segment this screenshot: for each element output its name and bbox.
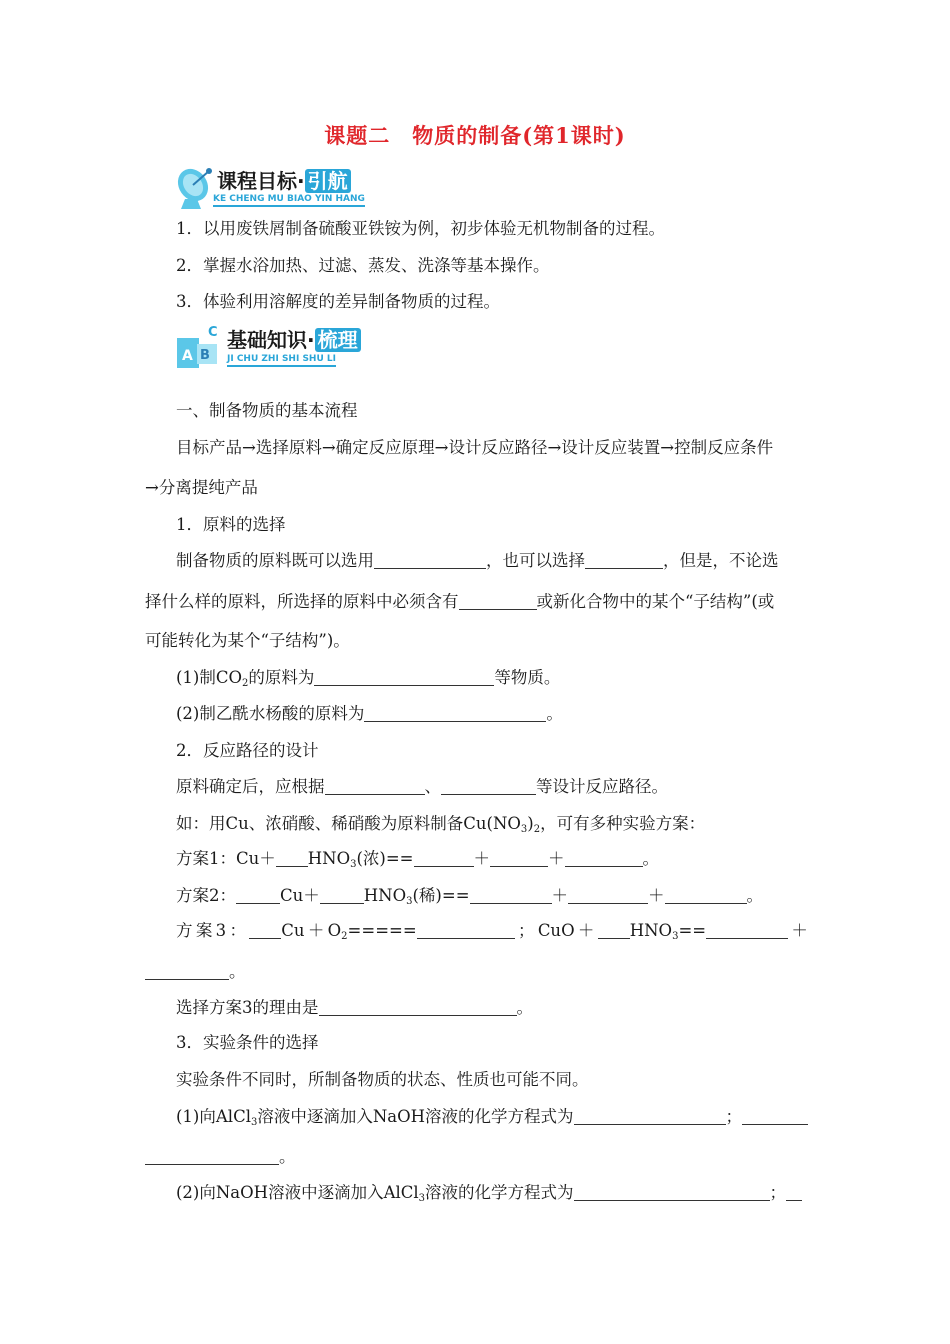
goal-2: 2．掌握水浴加热、过滤、蒸发、洗涤等基本操作。: [176, 256, 550, 275]
banner-dot: ·: [297, 169, 305, 193]
text: 。: [746, 886, 764, 905]
banner-main-text: 课程目标: [217, 169, 297, 193]
flow-line-1: 目标产品→选择原料→确定反应原理→设计反应路径→设计反应装置→控制反应条件: [176, 438, 774, 457]
text: (稀)==: [412, 886, 470, 905]
text: 等设计反应路径。: [536, 777, 668, 796]
fill-blank[interactable]: [314, 668, 494, 686]
text: 择什么样的原料，所选择的原料中必须含有: [145, 592, 459, 611]
paragraph-line: [176, 550, 841, 572]
text: =====: [347, 921, 417, 940]
fill-blank[interactable]: [459, 592, 537, 610]
question-line: [176, 703, 841, 725]
text: ，可有多种实验方案：: [540, 814, 706, 833]
text: ): [527, 814, 534, 833]
text: (2)向NaOH溶液中逐滴加入AlCl: [176, 1183, 419, 1202]
paragraph-line: [145, 591, 810, 613]
text: HNO: [307, 849, 351, 868]
subscript: 3: [250, 1117, 258, 1128]
banner-highlight: 梳理: [315, 328, 361, 352]
text: 如：用Cu、浓硝酸、稀硝酸为原料制备Cu(NO: [176, 814, 521, 833]
text: ；: [518, 921, 535, 940]
banner-pinyin: JI CHU ZHI SHI SHU LI: [227, 354, 336, 367]
subscript: 2: [242, 678, 249, 689]
fill-blank[interactable]: [585, 551, 663, 569]
fill-blank[interactable]: [320, 886, 364, 904]
text: 溶液的化学方程式为: [425, 1183, 574, 1202]
fill-blank[interactable]: [665, 886, 747, 904]
text: (浓)==: [356, 849, 414, 868]
banner-pinyin: KE CHENG MU BIAO YIN HANG: [213, 194, 365, 207]
scheme-3-continued: [145, 961, 810, 983]
abc-letter-c: C: [208, 325, 218, 340]
flow-line-2: →分离提纯产品: [145, 478, 258, 497]
question-line-continued: [145, 1146, 810, 1168]
plus-sign: ＋: [551, 886, 569, 905]
text: Cu＋: [280, 886, 320, 905]
plus-sign: ＋: [548, 849, 565, 868]
fill-blank[interactable]: [364, 704, 546, 722]
abc-letter-a: A: [182, 348, 193, 364]
fill-blank[interactable]: [565, 849, 643, 867]
question-line: [176, 1106, 841, 1128]
fill-blank[interactable]: [145, 962, 229, 980]
text: 等物质。: [494, 668, 561, 687]
fill-blank[interactable]: [145, 1147, 279, 1165]
text: 方案2：: [176, 886, 236, 905]
text: ；: [725, 1107, 743, 1126]
subheading-reaction-path: 2．反应路径的设计: [176, 741, 319, 760]
plus-sign: ＋: [577, 921, 595, 940]
course-goals-banner: [175, 163, 395, 213]
text: ：: [229, 921, 246, 940]
text: 、: [424, 777, 441, 796]
scheme-3: [176, 920, 808, 942]
fill-blank[interactable]: [319, 998, 517, 1016]
text: HNO: [629, 921, 673, 940]
fill-blank[interactable]: [786, 1183, 802, 1201]
text: 选择方案3的理由是: [176, 998, 319, 1017]
text: ；: [769, 1183, 787, 1202]
paragraph-line: [176, 997, 841, 1019]
text: (1)制CO: [176, 668, 243, 687]
text: 原料确定后，应根据: [176, 777, 325, 796]
fill-blank[interactable]: [470, 886, 552, 904]
fill-blank[interactable]: [374, 551, 486, 569]
question-line: [176, 1182, 841, 1204]
banner-main-text: 基础知识: [227, 328, 307, 352]
subscript: 3: [520, 824, 528, 835]
text: HNO: [363, 886, 407, 905]
banner-dot: ·: [307, 328, 315, 352]
subheading-conditions: 3．实验条件的选择: [176, 1033, 319, 1052]
text: (1)向AlCl: [176, 1107, 251, 1126]
subscript: 2: [533, 824, 541, 835]
paragraph-line: 可能转化为某个“子结构”)。: [145, 631, 350, 650]
fill-blank[interactable]: [414, 849, 474, 867]
abc-blocks-icon: [175, 322, 225, 374]
subscript: 2: [341, 931, 348, 942]
text: 方: [176, 921, 193, 940]
fill-blank[interactable]: [325, 777, 425, 795]
subscript: 3: [406, 896, 413, 907]
fill-blank[interactable]: [742, 1107, 808, 1125]
fill-blank[interactable]: [568, 886, 648, 904]
text: ==: [678, 921, 707, 940]
fill-blank[interactable]: [706, 921, 788, 939]
text: O: [327, 921, 342, 940]
scheme-2: [176, 885, 841, 907]
paragraph-line: [176, 776, 841, 798]
text: 。: [516, 998, 533, 1017]
text: 方案1：Cu＋: [176, 849, 276, 868]
text: 制备物质的原料既可以选用: [176, 551, 374, 570]
text: 3: [215, 921, 227, 940]
text: (2)制乙酰水杨酸的原料为: [176, 704, 365, 723]
fill-blank[interactable]: [574, 1183, 770, 1201]
fill-blank[interactable]: [441, 777, 536, 795]
text: 。: [546, 704, 563, 723]
scheme-1: [176, 848, 841, 870]
subheading-raw-materials: 1．原料的选择: [176, 515, 286, 534]
text: ，也可以选择: [486, 551, 585, 570]
subscript: 3: [418, 1193, 426, 1204]
text: 。: [279, 1147, 296, 1166]
fill-blank[interactable]: [236, 886, 280, 904]
section-heading: 一、制备物质的基本流程: [176, 401, 358, 420]
text: 或新化合物中的某个“子结构”(或: [536, 592, 775, 611]
text: 。: [229, 962, 246, 981]
fill-blank[interactable]: [490, 849, 548, 867]
fill-blank[interactable]: [249, 921, 281, 939]
subscript: 3: [350, 859, 357, 870]
plus-sign: ＋: [791, 921, 808, 940]
text: 。: [642, 849, 660, 868]
plus-sign: ＋: [307, 921, 325, 940]
satellite-dish-icon: [175, 163, 217, 211]
text: ，但是，不论选: [663, 551, 779, 570]
text: 案: [195, 921, 213, 940]
plus-sign: ＋: [648, 886, 665, 905]
goal-1: 1．以用废铁屑制备硫酸亚铁铵为例，初步体验无机物制备的过程。: [176, 219, 665, 238]
paragraph-line: 实验条件不同时，所制备物质的状态、性质也可能不同。: [176, 1070, 589, 1089]
paragraph-line: [176, 813, 841, 835]
fill-blank[interactable]: [574, 1107, 726, 1125]
text: 溶液中逐滴加入NaOH溶液的化学方程式为: [257, 1107, 574, 1126]
text: Cu: [281, 921, 305, 940]
banner-highlight: 引航: [305, 169, 351, 193]
text: CuO: [537, 921, 575, 940]
page-title: 课题二 物质的制备(第1课时): [324, 123, 626, 148]
fill-blank[interactable]: [276, 849, 308, 867]
abc-letter-b: B: [200, 348, 210, 363]
fill-blank[interactable]: [598, 921, 630, 939]
basic-knowledge-banner: [175, 322, 405, 374]
fill-blank[interactable]: [417, 921, 515, 939]
plus-sign: ＋: [473, 849, 491, 868]
question-line: [176, 667, 841, 689]
subscript: 3: [672, 931, 679, 942]
goal-3: 3．体验利用溶解度的差异制备物质的过程。: [176, 292, 500, 311]
text: 的原料为: [248, 668, 315, 687]
